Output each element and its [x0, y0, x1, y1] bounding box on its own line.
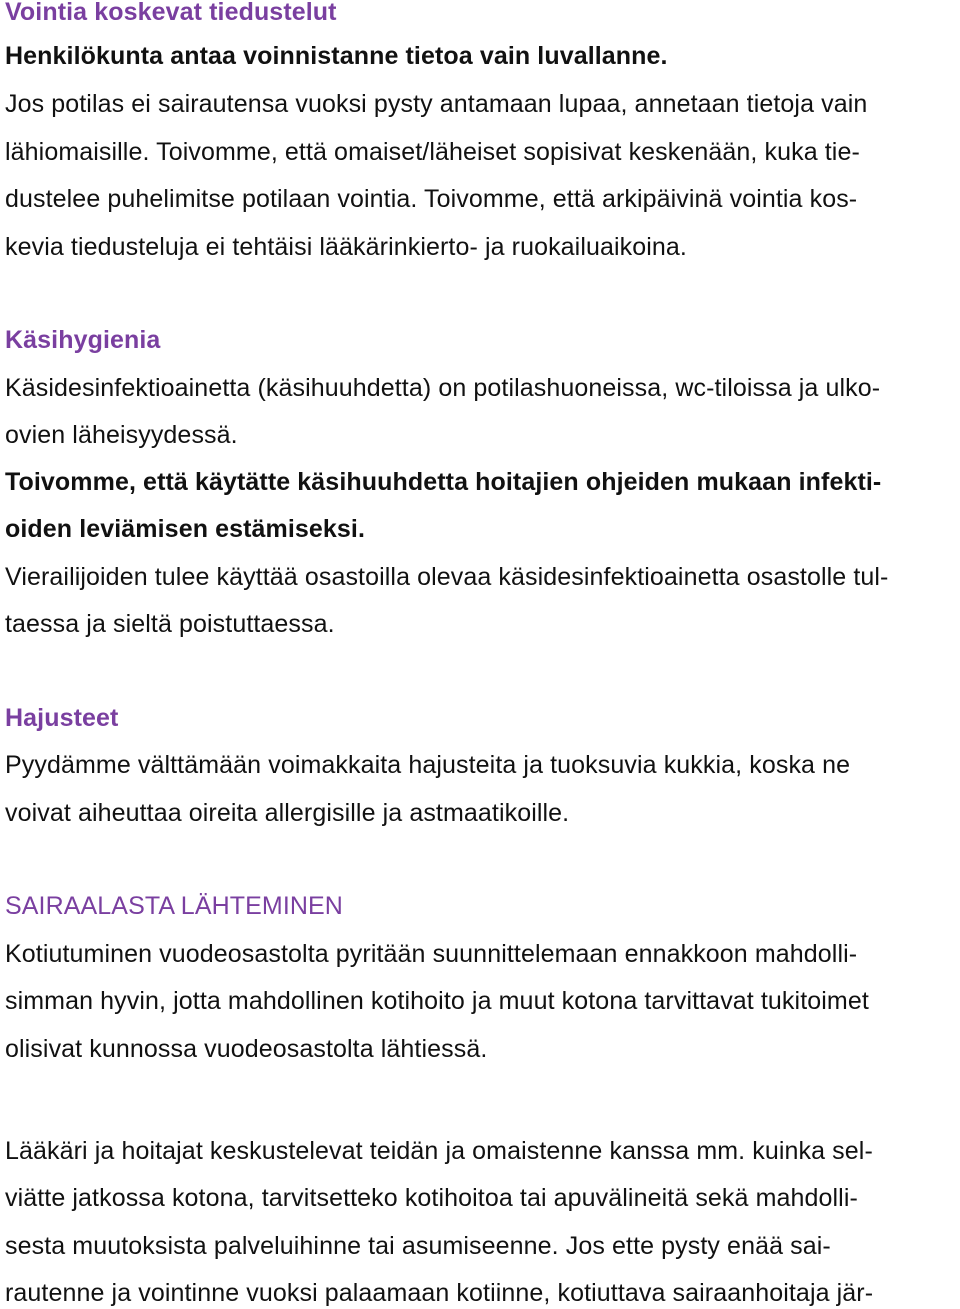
paragraph-line: lähiomaisille. Toivomme, että omaiset/läheiset sopisivat keskenään, kuka tie-	[5, 138, 860, 166]
paragraph-line: Jos potilas ei sairautensa vuoksi pysty antamaan lupaa, annetaan tietoja vain	[5, 90, 868, 118]
paragraph-line: Vierailijoiden tulee käyttää osastoilla olevaa käsidesinfektioainetta osastolle tul-	[5, 563, 889, 591]
paragraph-line-bold: oiden leviämisen estämiseksi.	[5, 515, 366, 543]
paragraph-line: olisivat kunnossa vuodeosastolta lähtiessä.	[5, 1035, 488, 1063]
paragraph-line: Kotiutuminen vuodeosastolta pyritään suunnittelemaan ennakkoon mahdolli-	[5, 940, 858, 968]
paragraph-line: dustelee puhelimitse potilaan vointia. Toivomme, että arkipäivinä vointia kos-	[5, 185, 858, 213]
section-heading-voinnit: Vointia koskevat tiedustelut	[5, 0, 337, 26]
paragraph-line-bold: Toivomme, että käytätte käsihuuhdetta hoitajien ohjeiden mukaan infekti-	[5, 468, 882, 496]
paragraph-line: simman hyvin, jotta mahdollinen kotihoito ja muut kotona tarvittavat tukitoimet	[5, 987, 869, 1015]
paragraph-line: voivat aiheuttaa oireita allergisille ja astmaatikoille.	[5, 799, 570, 827]
paragraph-line: ovien läheisyydessä.	[5, 421, 238, 449]
paragraph-line-bold: Henkilökunta antaa voinnistanne tietoa vain luvallanne.	[5, 42, 668, 70]
paragraph-line: taessa ja sieltä poistuttaessa.	[5, 610, 335, 638]
paragraph-line: Lääkäri ja hoitajat keskustelevat teidän ja omaistenne kanssa mm. kuinka sel-	[5, 1137, 873, 1165]
section-heading-hajusteet: Hajusteet	[5, 704, 119, 732]
paragraph-line: rautenne ja vointinne vuoksi palaamaan kotiinne, kotiuttava sairaanhoitaja jär-	[5, 1279, 874, 1307]
section-heading-kasihygienia: Käsihygienia	[5, 326, 161, 354]
paragraph-line: kevia tiedusteluja ei tehtäisi lääkärinkierto- ja ruokailuaikoina.	[5, 233, 687, 261]
paragraph-line: viätte jatkossa kotona, tarvitsetteko kotihoitoa tai apuvälineitä sekä mahdolli-	[5, 1184, 858, 1212]
paragraph-line: Pyydämme välttämään voimakkaita hajusteita ja tuoksuvia kukkia, koska ne	[5, 751, 851, 779]
paragraph-line: Käsidesinfektioainetta (käsihuuhdetta) on potilashuoneissa, wc-tiloissa ja ulko-	[5, 374, 881, 402]
section-heading-lahteminen: SAIRAALASTA LÄHTEMINEN	[5, 892, 343, 920]
paragraph-line: sesta muutoksista palveluihinne tai asumiseenne. Jos ette pysty enää sai-	[5, 1232, 831, 1260]
